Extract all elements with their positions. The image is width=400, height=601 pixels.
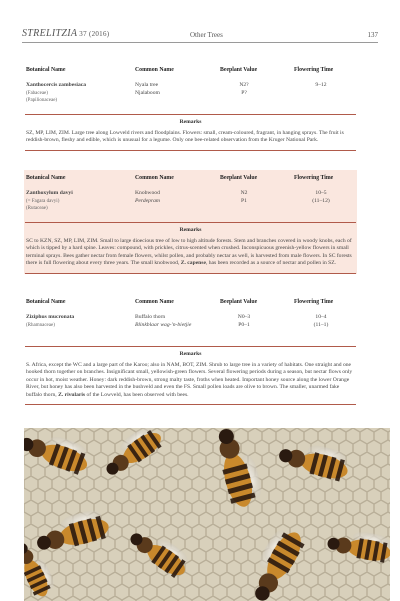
- flowering-time-cell: 10–4 (11–1): [313, 314, 329, 328]
- entry-zanthoxylum: [24, 170, 357, 274]
- botanical-name-cell: Ziziphus mucronata (Rhamnaceae): [26, 314, 75, 328]
- entry-ziziphus: [24, 294, 357, 405]
- col-header-common: Common Name: [135, 67, 174, 73]
- entry-divider: [25, 346, 356, 347]
- col-header-common: Common Name: [135, 175, 174, 181]
- col-header-flowering: Flowering Time: [294, 175, 334, 181]
- entry-xanthocercis: [24, 62, 357, 151]
- beeplant-value-cell: N2? P?: [239, 82, 249, 96]
- section-title: Other Trees: [190, 31, 223, 39]
- col-header-botanical: Botanical Name: [26, 175, 66, 181]
- botanical-name-cell: Xanthocercis zambesiaca (Fabaceae) (Papilionaceae): [26, 82, 87, 104]
- beeplant-value-cell: N2 P1: [240, 190, 248, 204]
- col-header-botanical: Botanical Name: [26, 299, 66, 305]
- journal-title: STRELITZIA 37 (2016): [22, 28, 110, 39]
- col-header-botanical: Botanical Name: [26, 67, 66, 73]
- entry-divider: [25, 222, 356, 223]
- remarks-text: SZ, MP, LIM, ZIM. Large tree along Lowveld rivers and floodplains. Flowers: small, cream-coloured, fragrant, in hanging sprays. The fruit is reddish-brown, fleshy and edible, which is unusual for a legume. Only one bee-related observation from the Kruger National Park.: [26, 129, 344, 144]
- col-header-flowering: Flowering Time: [294, 299, 334, 305]
- entry-divider: [25, 114, 356, 115]
- botanical-name-cell: Zanthoxylum davyi (= Fagara davyi) (Rutaceae): [26, 190, 73, 212]
- remarks-heading: Remarks: [179, 227, 202, 233]
- common-name-cell: Buffalo thorn Blinkblaar wag-'n-bietjie: [135, 314, 192, 328]
- col-header-beeplant: Beeplant Value: [220, 175, 258, 181]
- common-name-cell: Nyala tree Njalaboom: [135, 82, 160, 96]
- col-header-beeplant: Beeplant Value: [220, 67, 258, 73]
- beeplant-value-cell: N0–3 P0–1: [237, 314, 251, 328]
- common-name-cell: Knobwood Perdepram: [135, 190, 160, 204]
- col-header-beeplant: Beeplant Value: [220, 299, 258, 305]
- remarks-text: S. Africa, except the WC and a large part of the Karoo; also in NAM, BOT, ZIM. Shrub to large tree in a variety of habitats. One straight and one hooked thorn together on branches. Insignificant small, yellowish-green flowers. Several flowering periods during a season, but nectar flows only occur in hot, moist weather. Honey: dark reddish-brown, strong malty taste, froths when heated. Important honey source along the lower Orange River, but honey has also been harvested in the bushveld and even the FS. Small pollen loads are olive to brown. The smaller, unarmed fake buffalo thorn, Z. rivularis of the Lowveld, has been observed with bees.: [26, 361, 353, 398]
- flowering-time-cell: 9–12: [315, 82, 327, 88]
- remarks-text: SC to KZN, SZ, MP, LIM, ZIM. Small to large dioecious tree of low to high altitude forests. Stem and branches covered in woody knobs, each of which is tipped by a hard spine. Leaves: compound, with prickles, citrus-scented when crushed. Inconspicuous greenish-yellow flowers in small terminal sprays. Bees gather nectar from female flowers, whilst pollen, and probably nectar as well, is harvested from male flowers. In SC forests there is full flowering about every three years. The small knobwood, Z. capense, has been recorded as a source of nectar and pollen in SZ.: [26, 237, 352, 267]
- col-header-common: Common Name: [135, 299, 174, 305]
- remarks-heading: Remarks: [179, 119, 202, 125]
- page-number: 137: [367, 31, 378, 39]
- remarks-heading: Remarks: [179, 351, 202, 357]
- entry-divider: [25, 273, 356, 274]
- col-header-flowering: Flowering Time: [294, 67, 334, 73]
- bees-on-comb-photo: [24, 428, 390, 601]
- page-header: [22, 24, 378, 43]
- entry-divider: [25, 404, 356, 405]
- entry-divider: [25, 150, 356, 151]
- bees-on-comb-photo: [24, 428, 390, 601]
- flowering-time-cell: 10–5 (11–12): [312, 190, 330, 204]
